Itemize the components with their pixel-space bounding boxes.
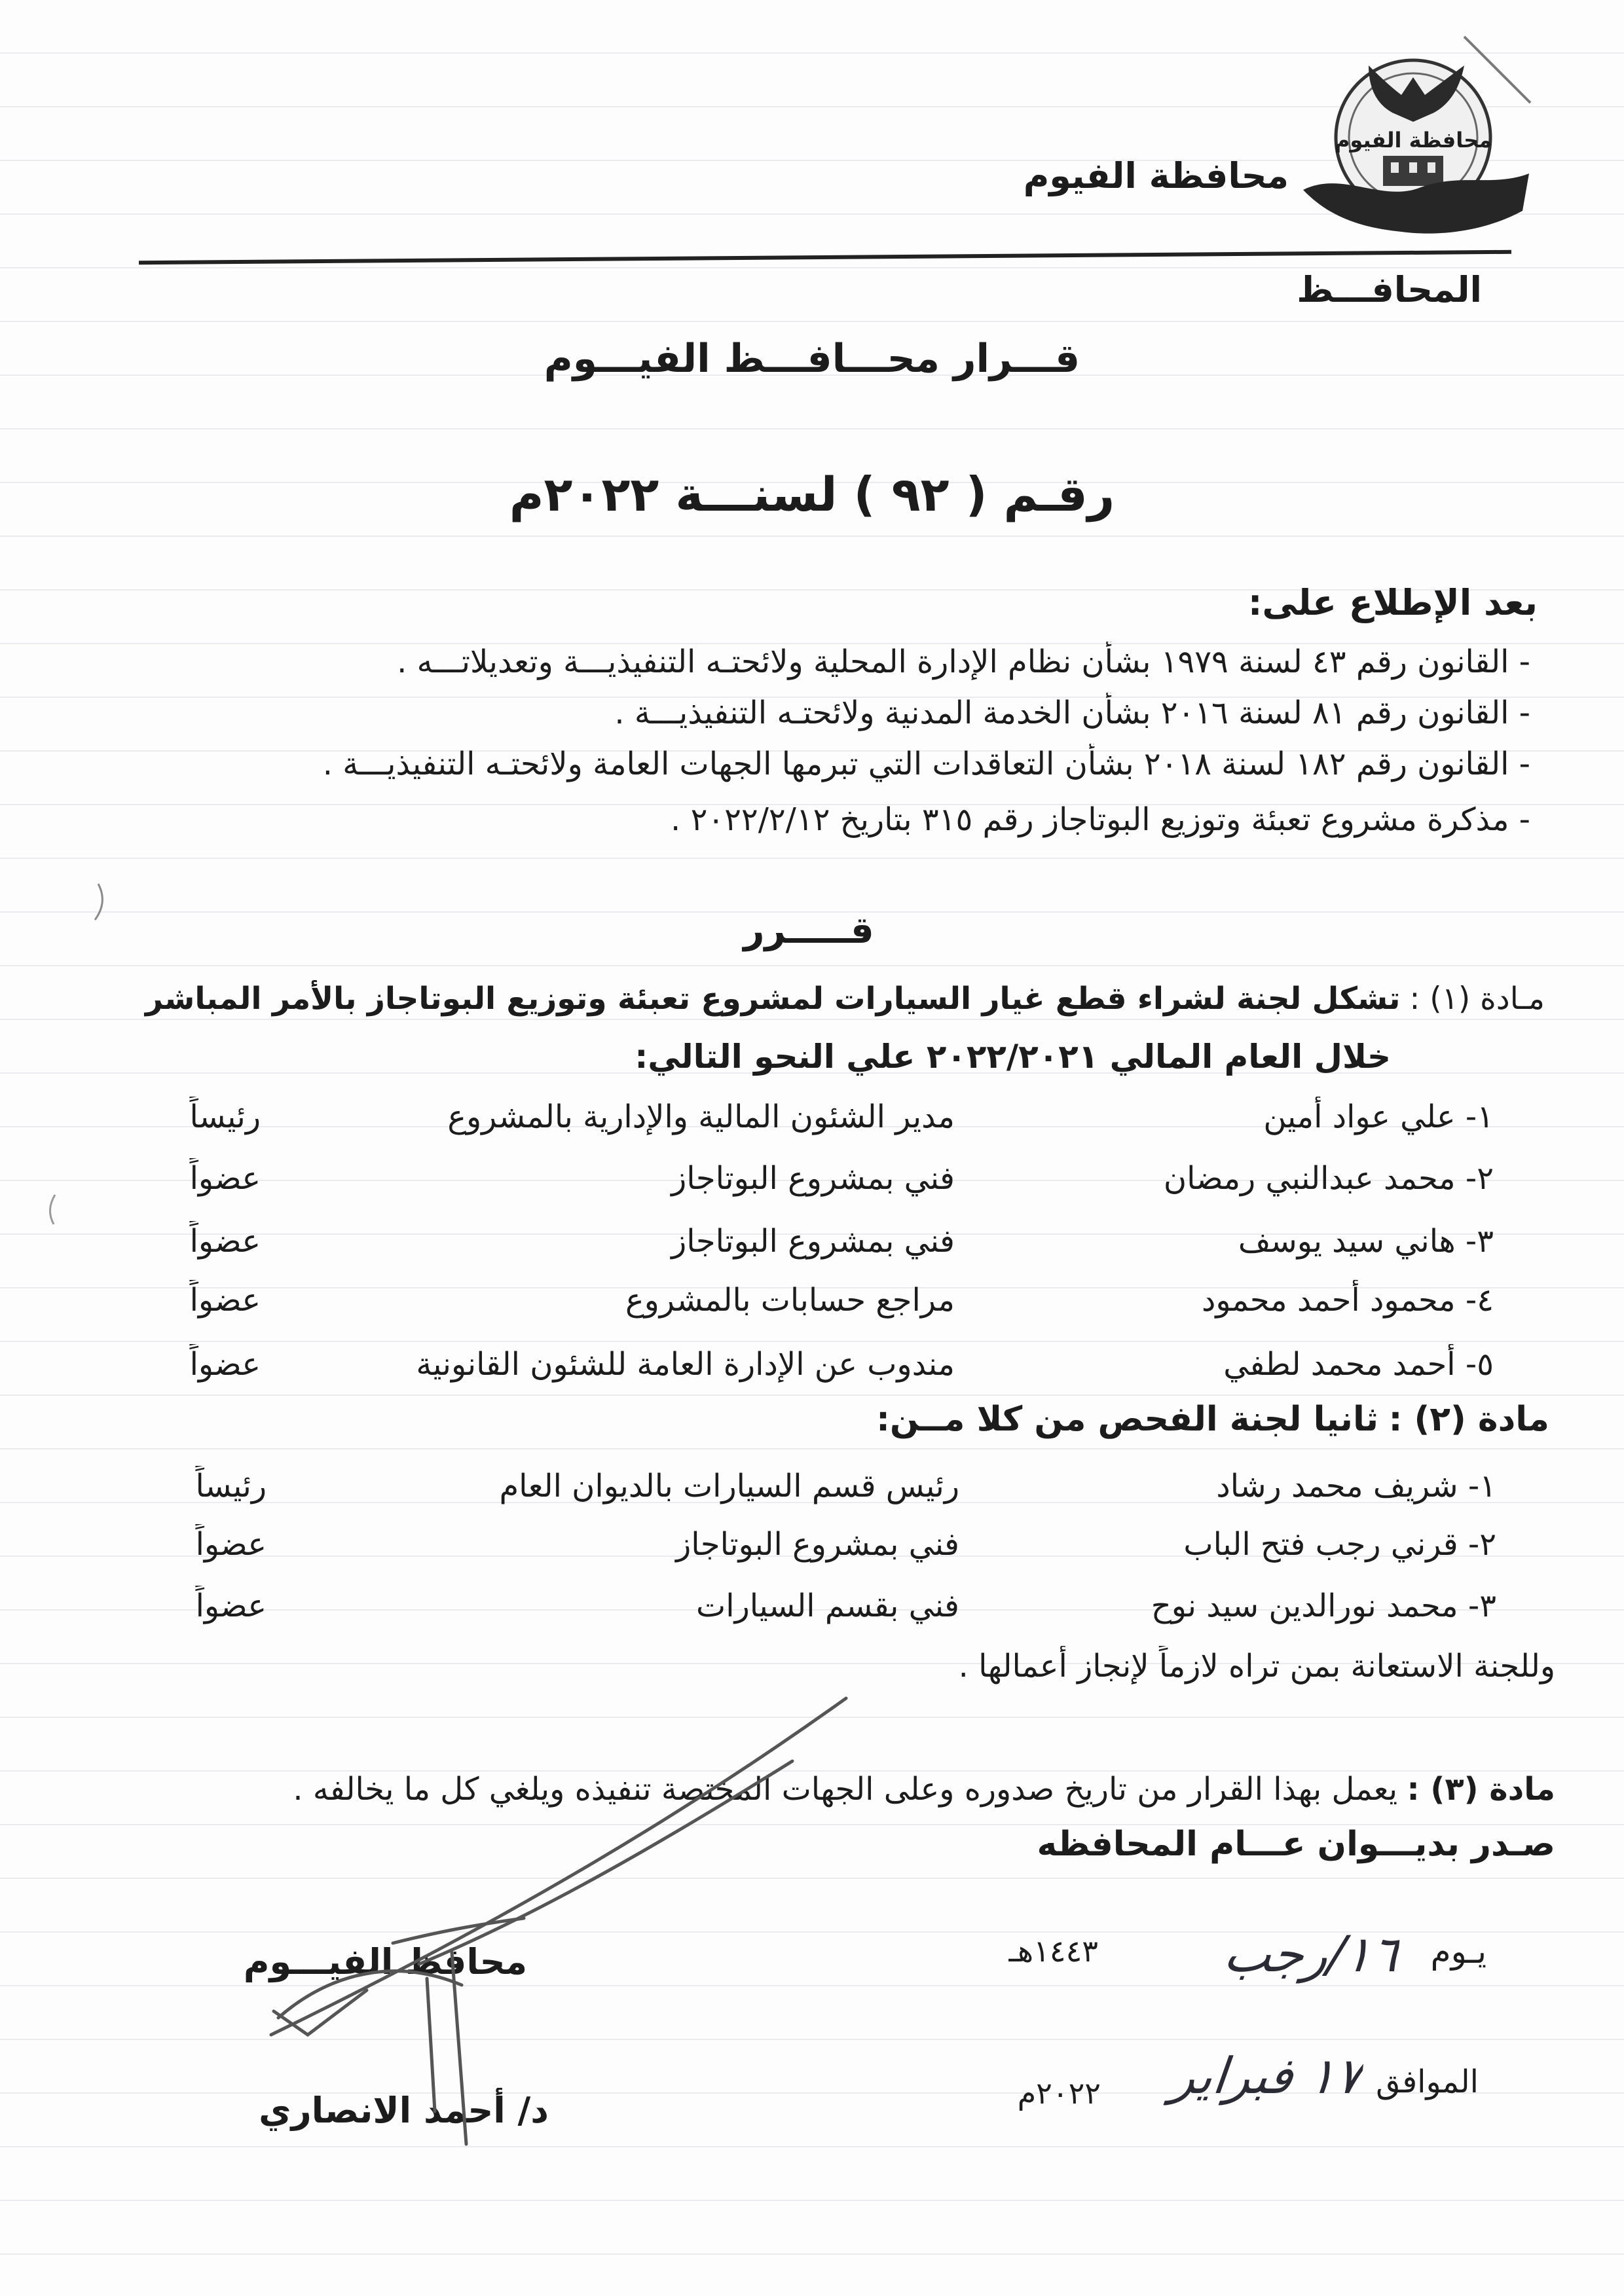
article-1-label: مـادة (١) :: [1409, 981, 1545, 1017]
member-name: ٥- أحمد محمد لطفي: [1223, 1346, 1494, 1383]
governor-office-label: المحافـــظ: [1297, 269, 1482, 310]
member-role: عضواً: [189, 1223, 261, 1260]
gregorian-year: ٢٠٢٢م: [1017, 2075, 1101, 2111]
preamble-heading: بعد الإطلاع على:: [1247, 582, 1538, 623]
article-2-label: مادة (٢) :: [1388, 1400, 1549, 1439]
member-name: ٢- محمد عبدالنبي رمضان: [1163, 1160, 1494, 1197]
signatory-name: د/ أحمد الانصاري: [259, 2090, 549, 2131]
gregorian-date-handwritten: ١٧ فبراير: [1168, 2047, 1365, 2105]
governorate-seal-logo: [1303, 39, 1532, 249]
article-1-text: تشكل لجنة لشراء قطع غيار السيارات لمشروع تعبئة وتوزيع البوتاجاز بالأمر المباشر: [145, 981, 1401, 1017]
signatory-office: محافظ الفيـــوم: [243, 1941, 527, 1982]
issued-statement: صـدر بديـــوان عـــام المحافظه: [1037, 1825, 1555, 1864]
member-role: عضواً: [195, 1526, 267, 1563]
preamble-item: - القانون رقم ١٨٢ لسنة ٢٠١٨ بشأن التعاقدات التي تبرمها الجهات العامة ولائحتـه التنفيذيـــة .: [322, 746, 1530, 782]
article-2-heading: [829, 1398, 1549, 1442]
member-title: رئيس قسم السيارات بالديوان العام: [499, 1468, 959, 1504]
member-title: فني بمشروع البوتاجاز: [676, 1526, 959, 1563]
member-title: فني بمشروع البوتاجاز: [671, 1160, 955, 1197]
member-title: مندوب عن الإدارة العامة للشئون القانونية: [416, 1346, 955, 1383]
article-1-continuation: خلال العام المالي ٢٠٢٢/٢٠٢١ علي النحو التالي:: [635, 1038, 1391, 1076]
decision-title: قـــرار محـــافـــظ الفيـــوم: [544, 336, 1080, 382]
member-name: ٣- هاني سيد يوسف: [1238, 1223, 1494, 1260]
member-role: عضواً: [189, 1282, 261, 1319]
governor-signature: [271, 1698, 846, 2144]
preamble-item: - القانون رقم ٨١ لسنة ٢٠١٦ بشأن الخدمة المدنية ولائحتـه التنفيذيـــة .: [614, 695, 1530, 731]
preamble-item: - مذكرة مشروع تعبئة وتوزيع البوتاجاز رقم ٣١٥ بتاريخ ٢٠٢٢/٢/١٢ .: [671, 801, 1530, 838]
article-3-line: [167, 1769, 1555, 1810]
member-name: ٤- محمود أحمد محمود: [1201, 1282, 1494, 1319]
member-name: ٢- قرني رجب فتح الباب: [1183, 1526, 1496, 1563]
hijri-date-handwritten: ١٦/رجب: [1221, 1925, 1401, 1983]
header-rule: [139, 250, 1511, 264]
article-1-line: [117, 979, 1545, 1019]
member-role: عضواً: [195, 1588, 267, 1624]
governorate-header: محافظة الفيوم: [1023, 155, 1289, 196]
member-role: عضواً: [189, 1160, 261, 1197]
seal-building: [1383, 156, 1443, 186]
scan-mark: [50, 1195, 55, 1224]
seal-lettering: محافظة الفيوم: [1334, 128, 1492, 153]
member-name: ١- شريف محمد رشاد: [1216, 1468, 1496, 1504]
member-title: مراجع حسابات بالمشروع: [625, 1282, 955, 1319]
article-2-note: وللجنة الاستعانة بمن تراه لازماً لإنجاز أعمالها .: [958, 1648, 1555, 1685]
preamble-item: - القانون رقم ٤٣ لسنة ١٩٧٩ بشأن نظام الإدارة المحلية ولائحتـه التنفيذيـــة وتعديلاتـــه .: [397, 644, 1530, 680]
member-name: ٣- محمد نورالدين سيد نوح: [1151, 1588, 1496, 1624]
member-title: فني بمشروع البوتاجاز: [671, 1223, 955, 1260]
member-name: ١- علي عواد أمين: [1263, 1099, 1494, 1135]
member-role: رئيساً: [189, 1099, 261, 1135]
member-role: رئيساً: [195, 1468, 267, 1504]
member-title: فني بقسم السيارات: [696, 1588, 959, 1624]
seal-icon: [1303, 39, 1532, 249]
hijri-year: ١٤٤٣هـ: [1008, 1933, 1098, 1969]
gregorian-date-label: الموافق: [1376, 2064, 1479, 2100]
member-role: عضواً: [189, 1346, 261, 1383]
article-3-label: مادة (٣) :: [1407, 1771, 1555, 1808]
article-2-text: ثانيا لجنة الفحص من كلا مــن:: [876, 1400, 1378, 1439]
hijri-date-label: يـوم: [1430, 1933, 1486, 1971]
scan-mark: [95, 884, 102, 920]
decision-number: رقـم ( ٩٢ ) لسنـــة ٢٠٢٢م: [509, 467, 1115, 522]
member-title: مدير الشئون المالية والإدارية بالمشروع: [447, 1099, 955, 1135]
decided-heading: قـــــرر: [743, 909, 874, 952]
article-3-text: يعمل بهذا القرار من تاريخ صدوره وعلى الجهات المختصة تنفيذه ويلغي كل ما يخالفه .: [293, 1771, 1398, 1808]
